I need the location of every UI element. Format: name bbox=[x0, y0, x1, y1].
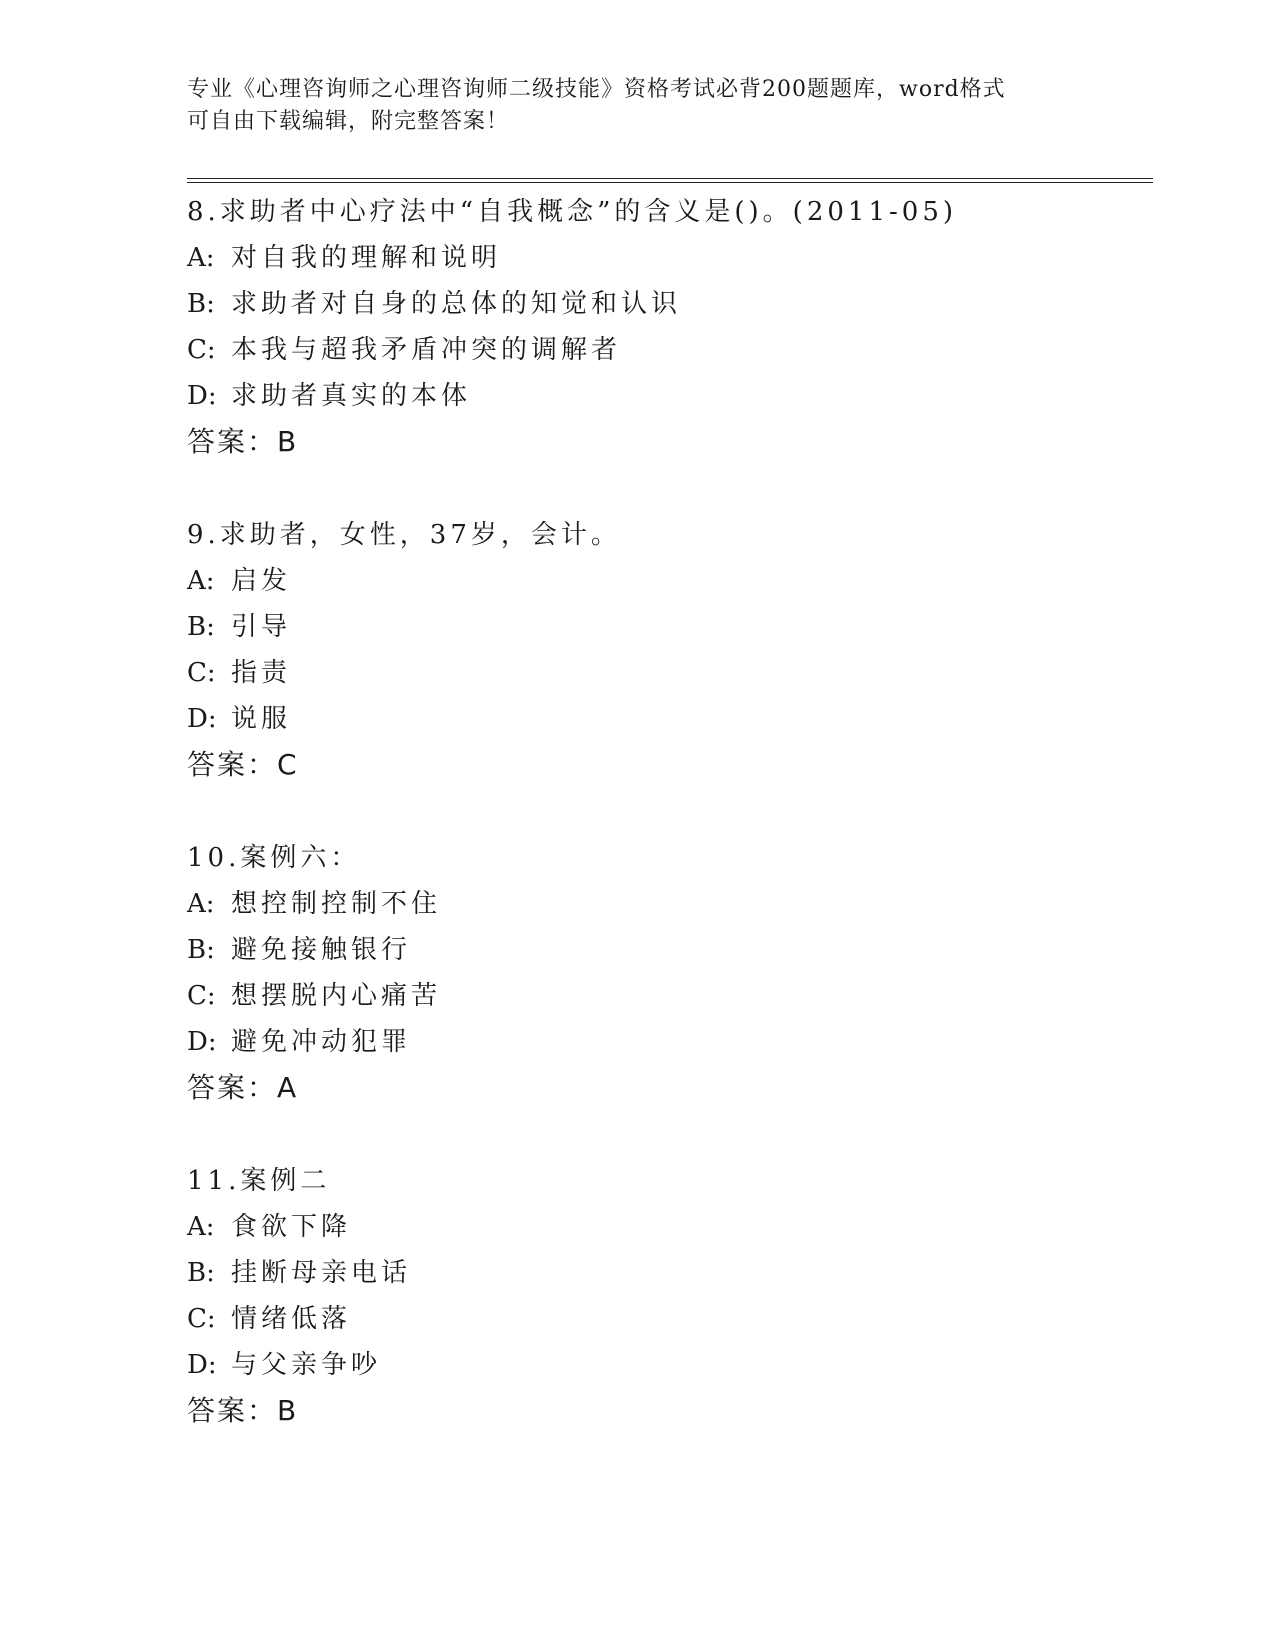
option-a bbox=[187, 1204, 1147, 1250]
question-stem: 8.求助者中心疗法中“自我概念”的含义是()。(2011-05) bbox=[187, 197, 958, 227]
option-text: 避免接触银行 bbox=[231, 935, 412, 965]
option-b bbox=[187, 927, 1147, 973]
option-letter: D: bbox=[187, 1350, 217, 1380]
option-d bbox=[187, 696, 1147, 742]
header-divider-top bbox=[187, 178, 1153, 179]
document-header bbox=[187, 74, 1087, 138]
option-text: 与父亲争吵 bbox=[231, 1350, 382, 1380]
option-a bbox=[187, 558, 1147, 604]
header-line-1: 专业《心理咨询师之心理咨询师二级技能》资格考试必背200题题库，word格式 bbox=[187, 77, 1006, 102]
answer-line: 答案：B bbox=[187, 425, 299, 458]
option-letter: D: bbox=[187, 704, 217, 734]
option-c bbox=[187, 973, 1147, 1019]
answer-line: 答案：B bbox=[187, 1394, 299, 1427]
question-stem: 11.案例二 bbox=[187, 1166, 331, 1196]
option-letter: B: bbox=[187, 935, 215, 965]
question-8 bbox=[187, 189, 1147, 465]
option-letter: D: bbox=[187, 381, 217, 411]
question-11 bbox=[187, 1158, 1147, 1434]
question-list bbox=[187, 189, 1147, 1481]
option-d bbox=[187, 1342, 1147, 1388]
option-letter: A: bbox=[187, 889, 215, 919]
option-b bbox=[187, 1250, 1147, 1296]
option-text: 指责 bbox=[231, 658, 292, 688]
option-letter: C: bbox=[187, 658, 216, 688]
option-letter: A: bbox=[187, 566, 215, 596]
option-letter: B: bbox=[187, 612, 215, 642]
question-9 bbox=[187, 512, 1147, 788]
option-b bbox=[187, 281, 1147, 327]
option-text: 对自我的理解和说明 bbox=[231, 243, 502, 273]
option-text: 引导 bbox=[231, 612, 292, 642]
option-c bbox=[187, 650, 1147, 696]
header-line-2: 可自由下载编辑，附完整答案！ bbox=[187, 109, 510, 134]
option-c bbox=[187, 327, 1147, 373]
option-letter: C: bbox=[187, 1304, 216, 1334]
option-text: 挂断母亲电话 bbox=[231, 1258, 412, 1288]
option-text: 说服 bbox=[231, 704, 292, 734]
answer-line: 答案：C bbox=[187, 748, 299, 781]
answer-line: 答案：A bbox=[187, 1071, 299, 1104]
option-a bbox=[187, 881, 1147, 927]
option-text: 想控制控制不住 bbox=[231, 889, 442, 919]
question-stem: 10.案例六： bbox=[187, 843, 361, 873]
option-letter: A: bbox=[187, 243, 215, 273]
question-stem: 9.求助者，女性，37岁，会计。 bbox=[187, 520, 621, 550]
option-letter: B: bbox=[187, 289, 215, 319]
option-letter: A: bbox=[187, 1212, 215, 1242]
option-text: 本我与超我矛盾冲突的调解者 bbox=[231, 335, 622, 365]
header-divider-bottom bbox=[187, 182, 1153, 183]
option-b bbox=[187, 604, 1147, 650]
option-text: 求助者真实的本体 bbox=[231, 381, 472, 411]
option-a bbox=[187, 235, 1147, 281]
option-text: 求助者对自身的总体的知觉和认识 bbox=[231, 289, 682, 319]
option-d bbox=[187, 373, 1147, 419]
option-text: 食欲下降 bbox=[231, 1212, 352, 1242]
option-text: 想摆脱内心痛苦 bbox=[231, 981, 442, 1011]
option-d bbox=[187, 1019, 1147, 1065]
option-text: 启发 bbox=[231, 566, 292, 596]
option-text: 避免冲动犯罪 bbox=[231, 1027, 412, 1057]
option-letter: B: bbox=[187, 1258, 215, 1288]
option-text: 情绪低落 bbox=[231, 1304, 352, 1334]
option-letter: C: bbox=[187, 335, 216, 365]
option-letter: D: bbox=[187, 1027, 217, 1057]
option-c bbox=[187, 1296, 1147, 1342]
option-letter: C: bbox=[187, 981, 216, 1011]
question-10 bbox=[187, 835, 1147, 1111]
